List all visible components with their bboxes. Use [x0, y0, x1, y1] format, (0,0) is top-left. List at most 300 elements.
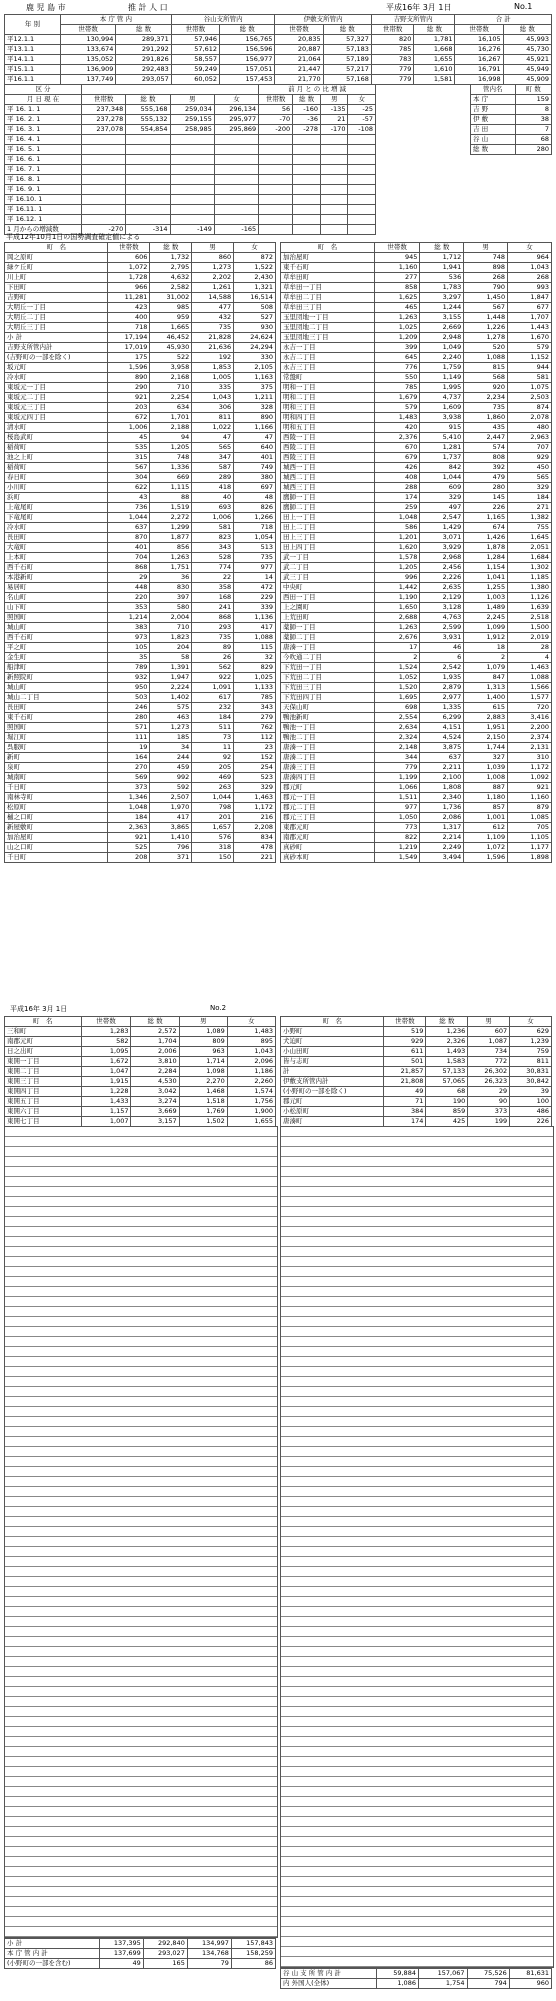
value-cell: 150 [192, 853, 234, 863]
town-row [281, 803, 552, 813]
value-cell: 156,977 [220, 55, 275, 65]
value-cell: 977 [234, 563, 276, 573]
value-cell [321, 205, 348, 215]
town-name-header: 町 名 [5, 243, 108, 253]
value-cell [321, 155, 348, 165]
town-count: 7 [515, 125, 551, 135]
value-cell: 137,749 [60, 75, 115, 85]
value-cell [126, 215, 170, 225]
town-name: 唐湊一丁目 [281, 743, 375, 753]
value-cell: 1,211 [234, 393, 276, 403]
value-cell: 145 [464, 493, 508, 503]
value-cell: 1,410 [150, 833, 192, 843]
value-cell: 581 [508, 373, 552, 383]
value-cell: 617 [192, 693, 234, 703]
town-row [5, 1067, 276, 1077]
town-name: 東坂元三丁目 [5, 403, 108, 413]
value-cell: 1,214 [108, 613, 150, 623]
town-row [281, 343, 552, 353]
value-cell: 371 [150, 853, 192, 863]
value-cell: 1,714 [179, 1057, 227, 1067]
value-cell: 477 [192, 303, 234, 313]
town-name: 清水町 [5, 423, 108, 433]
value-cell: 705 [508, 823, 552, 833]
value-cell: 26,323 [468, 1077, 510, 1087]
town-name: 桜島武町 [5, 433, 108, 443]
value-cell: 1,463 [508, 663, 552, 673]
town-name: 東郡元町 [281, 823, 375, 833]
value-cell: 1,263 [374, 313, 420, 323]
yearly-summary-table [4, 14, 552, 85]
month-label: 平 16. 7. 1 [5, 165, 82, 175]
households-header: 世帯数 [275, 25, 323, 35]
value-cell: 244 [150, 753, 192, 763]
value-cell: 270 [108, 763, 150, 773]
value-cell: 1,095 [81, 1047, 131, 1057]
value-cell: 565 [192, 443, 234, 453]
value-cell: 1,025 [374, 323, 420, 333]
report-date: 平成16年 3月 1日 [386, 3, 452, 12]
value-cell: 1,098 [179, 1067, 227, 1077]
value-cell: 1,665 [150, 323, 192, 333]
value-cell: 185 [150, 733, 192, 743]
town-name: 下荒田三丁目 [281, 683, 375, 693]
value-cell: 480 [508, 423, 552, 433]
town-row [5, 1077, 276, 1087]
value-cell: 1,549 [374, 853, 420, 863]
value-cell: 1,066 [374, 783, 420, 793]
column-header: 女 [508, 243, 552, 253]
value-cell: 2,948 [420, 333, 464, 343]
value-cell: 1,609 [420, 403, 464, 413]
value-cell: 1,684 [508, 553, 552, 563]
value-cell: 24,624 [234, 333, 276, 343]
value-cell: 2,963 [508, 433, 552, 443]
value-cell: 748 [150, 453, 192, 463]
value-cell: 1,847 [508, 293, 552, 303]
value-cell [126, 155, 170, 165]
town-name: 郡元三丁目 [281, 813, 375, 823]
value-cell: 587 [192, 463, 234, 473]
value-cell: 259 [374, 503, 420, 513]
value-cell: 241 [192, 603, 234, 613]
town-row [281, 263, 552, 273]
value-cell: 45,993 [503, 35, 551, 45]
value-cell [348, 205, 376, 215]
town-name: 吉野町 [5, 293, 108, 303]
value-cell: 1,707 [508, 313, 552, 323]
value-cell: 19 [108, 743, 150, 753]
value-cell: 288 [374, 483, 420, 493]
town-row [5, 1087, 276, 1097]
town-name: 樋之口町 [5, 813, 108, 823]
town-row [281, 1027, 552, 1037]
value-cell: 175 [108, 353, 150, 363]
value-cell: 291,292 [116, 45, 171, 55]
value-cell: 408 [374, 473, 420, 483]
year-label: 平16.1.1 [5, 75, 61, 85]
value-cell: 606 [108, 253, 150, 263]
value-cell: 100 [510, 1097, 552, 1107]
town-name: 西千石町 [5, 633, 108, 643]
town-name: 小松原町 [281, 1107, 384, 1117]
town-name: 加治屋町 [281, 253, 375, 263]
value-cell: 1,610 [414, 65, 455, 75]
value-cell: 343 [234, 703, 276, 713]
town-row [5, 463, 276, 473]
value-cell: 1,126 [508, 593, 552, 603]
value-cell: 16,105 [455, 35, 503, 45]
value-cell [293, 165, 321, 175]
value-cell: 1,519 [150, 503, 192, 513]
value-cell: 289,371 [116, 35, 171, 45]
value-cell: 292,840 [143, 1939, 187, 1949]
value-cell: 790 [464, 283, 508, 293]
value-cell: 4,530 [131, 1077, 179, 1087]
town-row [5, 1047, 276, 1057]
town-name: 大明丘三丁目 [5, 323, 108, 333]
town-name: 東開四丁目 [5, 1087, 82, 1097]
value-cell: 2,131 [508, 743, 552, 753]
value-cell: 1,493 [426, 1047, 468, 1057]
value-cell: 57,065 [426, 1077, 468, 1087]
town-name: 東坂元四丁目 [5, 413, 108, 423]
value-cell: 57,612 [171, 45, 219, 55]
value-cell: 565 [508, 473, 552, 483]
value-cell: 45,949 [503, 65, 551, 75]
value-cell: 1,165 [464, 513, 508, 523]
value-cell: 615 [464, 703, 508, 713]
value-cell: 1,878 [464, 543, 508, 553]
town-row [281, 813, 552, 823]
column-header: 男 [321, 95, 348, 105]
value-cell: 45,730 [503, 45, 551, 55]
town-name: 天保山町 [281, 703, 375, 713]
value-cell: 1,951 [464, 723, 508, 733]
town-row [5, 313, 276, 323]
town-table-right [280, 242, 552, 863]
value-cell: 887 [464, 783, 508, 793]
value-cell: 670 [374, 443, 420, 453]
total-header: 総 数 [220, 25, 275, 35]
town-row [5, 1117, 276, 1127]
value-cell: 735 [464, 403, 508, 413]
value-cell: 6 [420, 653, 464, 663]
value-cell: 555,132 [126, 115, 170, 125]
town-count: 38 [515, 115, 551, 125]
report-title: 推 計 人 口 [128, 3, 168, 12]
value-cell: 168 [192, 593, 234, 603]
value-cell: 17 [374, 643, 420, 653]
value-cell: 1,007 [81, 1117, 131, 1127]
value-cell: 296,134 [214, 105, 258, 115]
value-cell: 75,526 [467, 1969, 509, 1979]
value-cell: 762 [234, 723, 276, 733]
value-cell: 133,674 [60, 45, 115, 55]
value-cell: 57,189 [323, 55, 371, 65]
value-cell: 347 [192, 453, 234, 463]
value-cell: 779 [371, 65, 414, 75]
value-cell: 417 [150, 813, 192, 823]
value-cell: 1,049 [420, 343, 464, 353]
value-cell: 203 [108, 403, 150, 413]
value-cell: 335 [192, 383, 234, 393]
value-cell: 785 [234, 693, 276, 703]
value-cell: 21,857 [384, 1067, 426, 1077]
value-cell: 2,376 [374, 433, 420, 443]
value-cell: 199 [468, 1117, 510, 1127]
year-row [5, 35, 552, 45]
town-name: 新町 [5, 753, 108, 763]
town-row [281, 1087, 552, 1097]
value-cell [293, 215, 321, 225]
value-cell: 847 [464, 673, 508, 683]
town-name: 武三丁目 [281, 573, 375, 583]
value-cell: 822 [374, 833, 420, 843]
value-cell: 1,209 [374, 333, 420, 343]
value-cell: 1,006 [192, 513, 234, 523]
value-cell: 45,909 [503, 75, 551, 85]
value-cell: 26,302 [468, 1067, 510, 1077]
value-cell: 59,884 [376, 1969, 418, 1979]
town-row [5, 373, 276, 383]
value-cell: 1,900 [227, 1107, 275, 1117]
town-name: 下竜尾町 [5, 513, 108, 523]
value-cell: 237,348 [82, 105, 126, 115]
value-cell [259, 195, 293, 205]
value-cell: 567 [464, 303, 508, 313]
year-row [5, 45, 552, 55]
value-cell: 157,453 [220, 75, 275, 85]
value-cell: 115 [234, 643, 276, 653]
town-name: 郡元一丁目 [281, 793, 375, 803]
value-cell [259, 175, 293, 185]
town-row [5, 733, 276, 743]
town-name: 城南町 [5, 773, 108, 783]
month-row [5, 215, 376, 225]
page2-town-table-right [280, 1016, 552, 1127]
value-cell: 2,284 [131, 1067, 179, 1077]
column-header: 男 [464, 243, 508, 253]
value-cell: 1,047 [81, 1067, 131, 1077]
town-header-row [281, 243, 552, 253]
year-label: 平13.1.1 [5, 45, 61, 55]
value-cell: 184 [108, 813, 150, 823]
town-row [5, 253, 276, 263]
value-cell: 857 [464, 803, 508, 813]
value-cell: 1,273 [192, 263, 234, 273]
value-cell: 735 [192, 633, 234, 643]
town-row [281, 413, 552, 423]
town-row [5, 773, 276, 783]
town-row [5, 743, 276, 753]
page2-number: No.2 [210, 1004, 227, 1012]
value-cell: 697 [234, 483, 276, 493]
town-name: 中央町 [281, 583, 375, 593]
value-cell: 773 [374, 823, 420, 833]
town-row [5, 443, 276, 453]
town-name: 城山町 [5, 623, 108, 633]
value-cell: -200 [259, 125, 293, 135]
value-cell: 472 [234, 583, 276, 593]
value-cell: 870 [108, 533, 150, 543]
value-cell: 779 [374, 763, 420, 773]
value-cell: 73 [192, 733, 234, 743]
value-cell: 2,202 [192, 273, 234, 283]
value-cell: 158,259 [231, 1949, 275, 1959]
town-row [281, 783, 552, 793]
town-name: 下荒田二丁目 [281, 673, 375, 683]
value-cell [293, 175, 321, 185]
value-cell: 423 [108, 303, 150, 313]
value-cell: 2,456 [420, 563, 464, 573]
value-cell: 859 [426, 1107, 468, 1117]
column-header: 総 数 [150, 243, 192, 253]
column-header: 女 [510, 1017, 552, 1027]
value-cell: -70 [259, 115, 293, 125]
value-cell: 49 [384, 1087, 426, 1097]
value-cell: 136,909 [60, 65, 115, 75]
value-cell: 1,317 [420, 823, 464, 833]
value-cell: 152 [234, 753, 276, 763]
town-row [5, 1107, 276, 1117]
town-name: 鷹師一丁目 [281, 493, 375, 503]
town-row [5, 763, 276, 773]
value-cell: 609 [420, 483, 464, 493]
value-cell: 237,278 [82, 115, 126, 125]
value-cell: 1,728 [108, 273, 150, 283]
value-cell: 1,400 [464, 693, 508, 703]
value-cell: 26 [192, 653, 234, 663]
value-cell: 1,448 [464, 313, 508, 323]
total-header: 総 数 [503, 25, 551, 35]
value-cell [348, 195, 376, 205]
town-row [5, 1097, 276, 1107]
value-cell: 811 [510, 1057, 552, 1067]
town-row [5, 293, 276, 303]
value-cell: 11 [192, 743, 234, 753]
value-cell: 2,211 [420, 763, 464, 773]
value-cell: 2,635 [420, 583, 464, 593]
value-cell: 929 [508, 453, 552, 463]
value-cell: 1,756 [227, 1097, 275, 1107]
town-name: 草牟田二丁目 [281, 293, 375, 303]
value-cell: 459 [150, 763, 192, 773]
value-cell: 698 [374, 703, 420, 713]
value-cell: 996 [374, 573, 420, 583]
town-name: 唐湊町 [281, 1117, 384, 1127]
value-cell [348, 155, 376, 165]
value-cell: 21 [321, 115, 348, 125]
value-cell: 528 [192, 553, 234, 563]
value-cell: 1,912 [464, 633, 508, 643]
value-cell: 2,518 [508, 613, 552, 623]
town-row [5, 853, 276, 863]
value-cell: 16,998 [455, 75, 503, 85]
value-cell: 1,468 [179, 1087, 227, 1097]
value-cell: 2,129 [420, 593, 464, 603]
value-cell [82, 195, 126, 205]
month-label: 平 16. 5. 1 [5, 145, 82, 155]
page2-right-totals [280, 1968, 552, 1989]
value-cell [321, 215, 348, 225]
value-cell: 3,416 [508, 713, 552, 723]
month-row [5, 135, 376, 145]
value-cell: 1,935 [420, 673, 464, 683]
value-cell: 2,634 [374, 723, 420, 733]
town-row [5, 1027, 276, 1037]
value-cell: 1,043 [508, 263, 552, 273]
value-cell: 258,985 [170, 125, 214, 135]
town-name: 金生町 [5, 653, 108, 663]
town-row [281, 793, 552, 803]
value-cell: 478 [234, 843, 276, 853]
value-cell: 1,941 [420, 263, 464, 273]
value-cell: 2,105 [234, 363, 276, 373]
town-row [281, 423, 552, 433]
value-cell: 783 [371, 55, 414, 65]
value-cell [259, 155, 293, 165]
town-row [5, 713, 276, 723]
district-row [471, 145, 552, 155]
town-row [281, 573, 552, 583]
town-name: 薬師二丁目 [281, 633, 375, 643]
column-header: 女 [227, 1017, 275, 1027]
value-cell: 380 [234, 473, 276, 483]
value-cell: 1,115 [150, 483, 192, 493]
value-cell: 879 [508, 803, 552, 813]
town-name: 玉里団地三丁目 [281, 333, 375, 343]
value-cell: 1,429 [420, 523, 464, 533]
value-cell: 1,898 [508, 853, 552, 863]
value-cell: 3,929 [420, 543, 464, 553]
value-cell: 1,463 [234, 793, 276, 803]
town-name: 谷 山 支 所 管 内 計 [281, 1969, 377, 1979]
year-row [5, 55, 552, 65]
town-name: 永吉三丁目 [281, 363, 375, 373]
value-cell: 226 [510, 1117, 552, 1127]
page-header [4, 2, 552, 14]
value-cell: 4,737 [420, 393, 464, 403]
value-cell: 645 [374, 353, 420, 363]
town-name: 東開七丁目 [5, 1117, 82, 1127]
value-cell: 2,096 [227, 1057, 275, 1067]
value-cell: 992 [150, 773, 192, 783]
value-cell: 1,769 [179, 1107, 227, 1117]
value-cell [126, 175, 170, 185]
town-name: 郡元町 [281, 1097, 384, 1107]
value-cell: 622 [108, 483, 150, 493]
value-cell: 425 [426, 1117, 468, 1127]
value-cell: 868 [192, 613, 234, 623]
town-row [5, 813, 276, 823]
value-cell: 4,632 [150, 273, 192, 283]
town-name: 内 外国人(全体) [281, 1979, 377, 1989]
value-cell: 4 [508, 653, 552, 663]
town-row [281, 523, 552, 533]
value-cell: 612 [464, 823, 508, 833]
value-cell: 112 [234, 733, 276, 743]
value-cell: 137,395 [99, 1939, 143, 1949]
value-cell [214, 175, 258, 185]
town-row [281, 1097, 552, 1107]
month-row [5, 155, 376, 165]
year-label: 平12.1.1 [5, 35, 61, 45]
town-name: 草牟田三丁目 [281, 303, 375, 313]
value-cell: 1,737 [420, 453, 464, 463]
column-header: 男 [468, 1017, 510, 1027]
town-row [281, 833, 552, 843]
